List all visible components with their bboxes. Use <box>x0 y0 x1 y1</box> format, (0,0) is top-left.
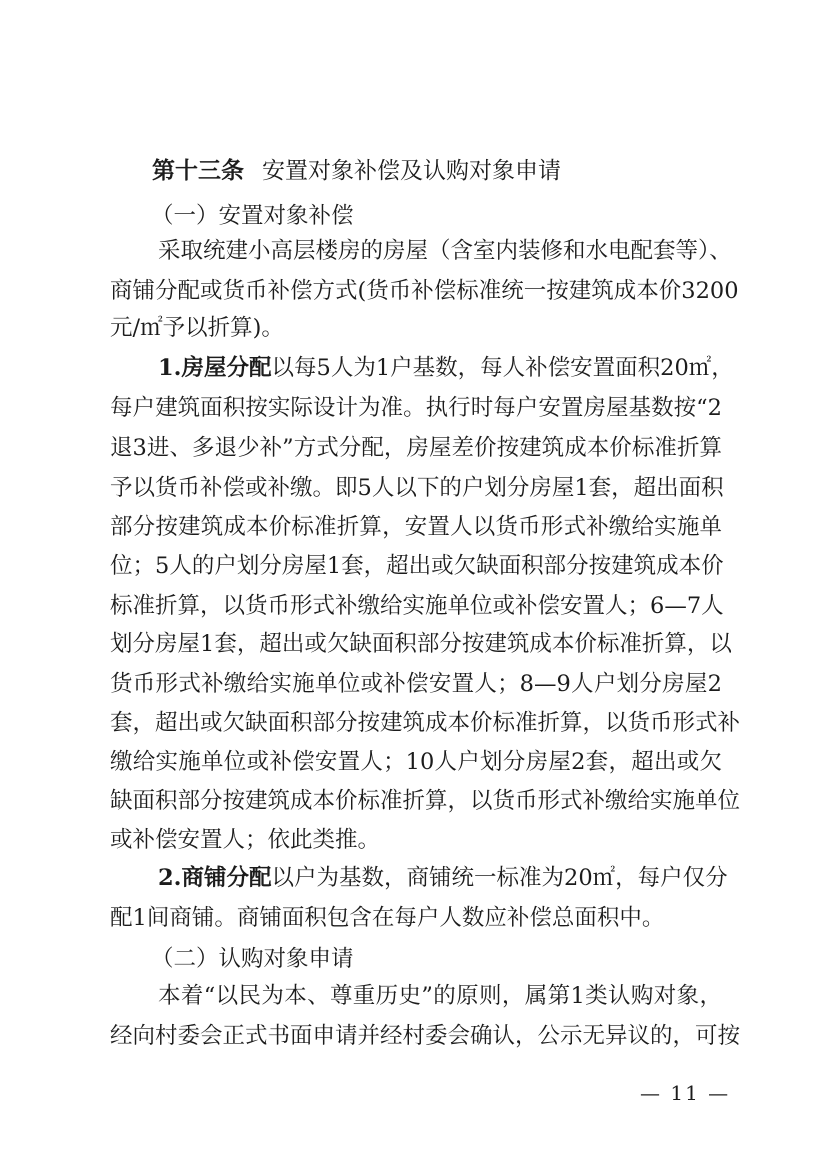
section-heading-2: （二）认购对象申请 <box>151 946 354 972</box>
paragraph-line: 套，超出或欠缺面积部分按建筑成本价标准折算，以货币形式补 <box>110 710 741 736</box>
article-number: 第十三条 <box>152 157 244 184</box>
paragraph-line: 予以货币补偿或补缴。即5人以下的户划分房屋1套，超出面积 <box>110 475 724 501</box>
paragraph-line: 标准折算，以货币形式补缴给实施单位或补偿安置人；6—7人 <box>110 593 724 619</box>
item1-first-line <box>158 352 734 384</box>
paragraph-line: 退3进、多退少补”方式分配，房屋差价按建筑成本价标准折算 <box>110 435 722 461</box>
paragraph-line: 缴给实施单位或补偿安置人；10人户划分房屋2套，超出或欠 <box>110 749 722 775</box>
item2-first-line-text: 以户为基数，商铺统一标准为20㎡，每户仅分 <box>271 865 728 891</box>
paragraph-line: 货币形式补缴给实施单位或补偿安置人；8—9人户划分房屋2 <box>110 671 722 697</box>
paragraph-line: 缺面积部分按建筑成本价标准折算，以货币形式补缴给实施单位 <box>110 788 741 814</box>
item2-label: 2.商铺分配 <box>158 865 272 891</box>
paragraph-line: 商铺分配或货币补偿方式(货币补偿标准统一按建筑成本价3200 <box>110 278 739 304</box>
article-heading <box>152 155 561 187</box>
paragraph-line: 划分房屋1套，超出或欠缺面积部分按建筑成本价标准折算，以 <box>110 631 732 657</box>
item1-label: 1.房屋分配 <box>158 355 272 381</box>
paragraph-line: 经向村委会正式书面申请并经村委会确认，公示无异议的，可按 <box>110 1023 741 1049</box>
paragraph-line: 部分按建筑成本价标准折算，安置人以货币形式补缴给实施单 <box>110 514 722 540</box>
paragraph-line: 本着“以民为本、尊重历史”的原则，属第1类认购对象， <box>158 983 722 1009</box>
paragraph-line: 或补偿安置人；依此类推。 <box>110 827 381 853</box>
paragraph-line: 每户建筑面积按实际设计为准。执行时每户安置房屋基数按“2 <box>110 395 722 421</box>
paragraph-line: 元/㎡予以折算)。 <box>110 315 284 341</box>
paragraph-line: 采取统建小高层楼房的房屋（含室内装修和水电配套等）、 <box>158 238 732 264</box>
page-number: — 11 — <box>640 1081 731 1105</box>
paragraph-line: 位；5人的户划分房屋1套，超出或欠缺面积部分按建筑成本价 <box>110 553 724 579</box>
item2-first-line <box>158 862 728 894</box>
paragraph-line: 配1间商铺。商铺面积包含在每户人数应补偿总面积中。 <box>110 905 665 931</box>
article-title: 安置对象补偿及认购对象申请 <box>262 158 561 184</box>
item1-first-line-text: 以每5人为1户基数，每人补偿安置面积20㎡， <box>271 355 734 381</box>
section-heading-1: （一）安置对象补偿 <box>151 203 354 229</box>
